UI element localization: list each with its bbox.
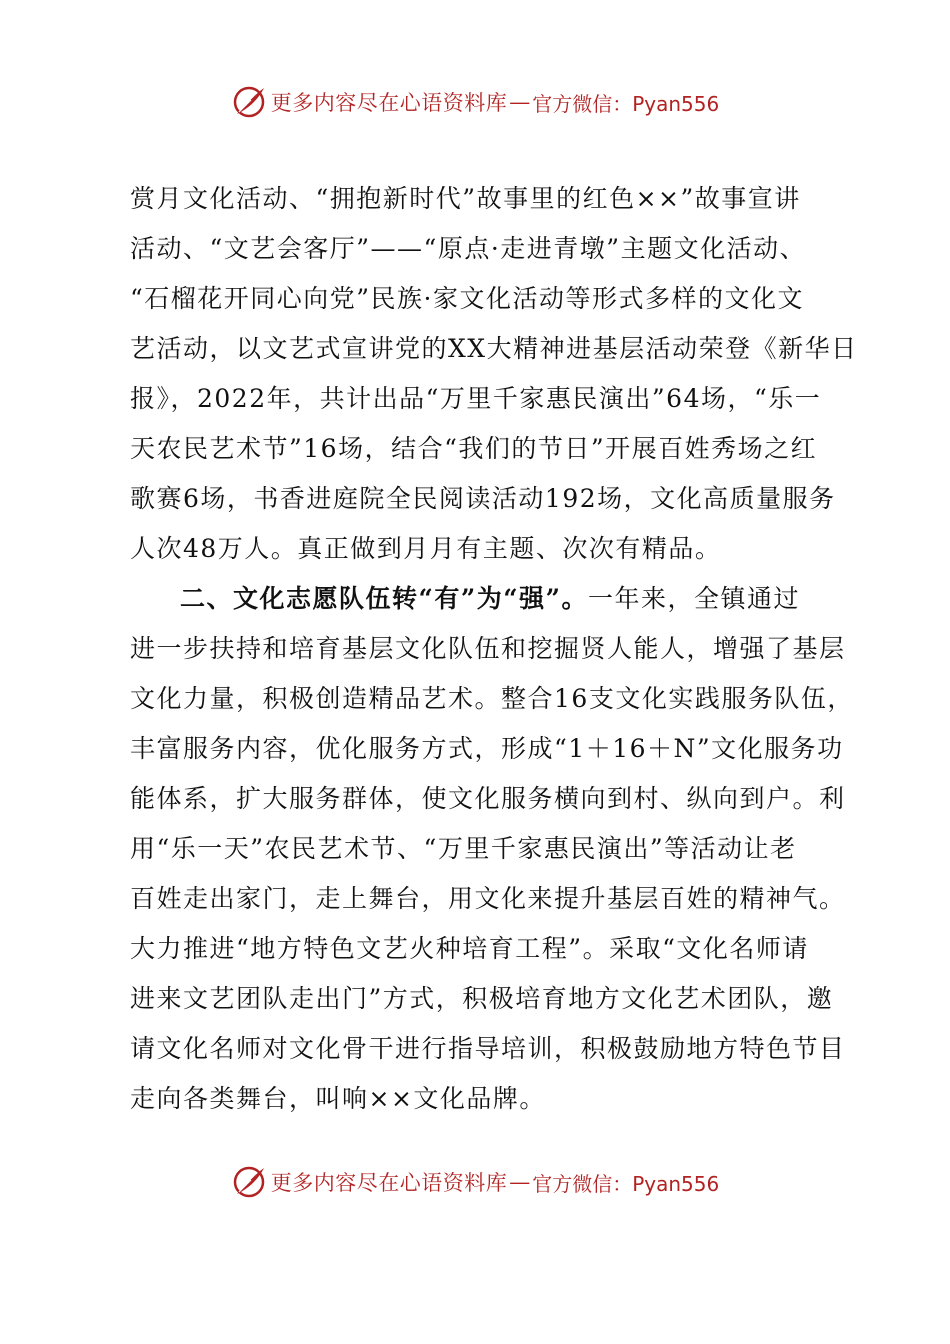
quill-pen-icon bbox=[231, 1164, 267, 1200]
watermark-contact: 官方微信：Pyan556 bbox=[532, 91, 720, 116]
body-line: 艺活动，以文艺式宣讲党的XX大精神进基层活动荣登《新华日 bbox=[130, 334, 858, 363]
body-line: 能体系，扩大服务群体，使文化服务横向到村、纵向到户。利 bbox=[130, 784, 846, 813]
body-line: 走向各类舞台，叫响××文化品牌。 bbox=[130, 1084, 546, 1113]
watermark-separator: — bbox=[509, 90, 531, 114]
body-line: 人次48万人。真正做到月月有主题、次次有精品。 bbox=[130, 534, 722, 563]
watermark-contact: 官方微信：Pyan556 bbox=[532, 1171, 720, 1196]
watermark-text: 更多内容尽在心语资料库 bbox=[270, 91, 508, 115]
body-line: 请文化名师对文化骨干进行指导培训，积极鼓励地方特色节目 bbox=[130, 1034, 846, 1063]
body-line: 大力推进“地方特色文艺火种培育工程”。采取“文化名师请 bbox=[130, 934, 809, 963]
body-line: 进来文艺团队走出门”方式，积极培育地方文化艺术团队，邀 bbox=[130, 984, 834, 1013]
quill-pen-icon bbox=[231, 84, 267, 120]
document-body bbox=[130, 174, 858, 1124]
body-line: 活动、“文艺会客厅”——“原点·走进青墩”主题文化活动、 bbox=[130, 234, 807, 263]
body-line: 天农民艺术节”16场，结合“我们的节日”开展百姓秀场之红 bbox=[130, 434, 818, 463]
watermark-separator: — bbox=[509, 1170, 531, 1194]
body-line: 百姓走出家门，走上舞台，用文化来提升基层百姓的精神气。 bbox=[130, 884, 846, 913]
body-line: 文化力量，积极创造精品艺术。整合16支文化实践服务队伍， bbox=[130, 684, 854, 713]
body-line: 赏月文化活动、“拥抱新时代”故事里的红色××”故事宣讲 bbox=[130, 184, 801, 213]
body-line: 进一步扶持和培育基层文化队伍和挖掘贤人能人，增强了基层 bbox=[130, 634, 846, 663]
body-line: 歌赛6场，书香进庭院全民阅读活动192场，文化高质量服务 bbox=[130, 484, 836, 513]
body-line: 用“乐一天”农民艺术节、“万里千家惠民演出”等活动让老 bbox=[130, 834, 797, 863]
header-watermark bbox=[0, 80, 950, 124]
section-2-heading: 二、文化志愿队伍转“有”为“强”。 bbox=[180, 584, 589, 613]
section-2-first-line bbox=[130, 574, 830, 624]
body-line: 丰富服务内容，优化服务方式，形成“1＋16＋N”文化服务功 bbox=[130, 734, 844, 763]
body-line: 报》，2022年，共计出品“万里千家惠民演出”64场，“乐一 bbox=[130, 384, 822, 413]
watermark-text: 更多内容尽在心语资料库 bbox=[270, 1171, 508, 1195]
section-2-lead: 一年来，全镇通过 bbox=[588, 584, 801, 613]
footer-watermark bbox=[0, 1160, 950, 1204]
body-line: “石榴花开同心向党”民族·家文化活动等形式多样的文化文 bbox=[130, 284, 805, 313]
